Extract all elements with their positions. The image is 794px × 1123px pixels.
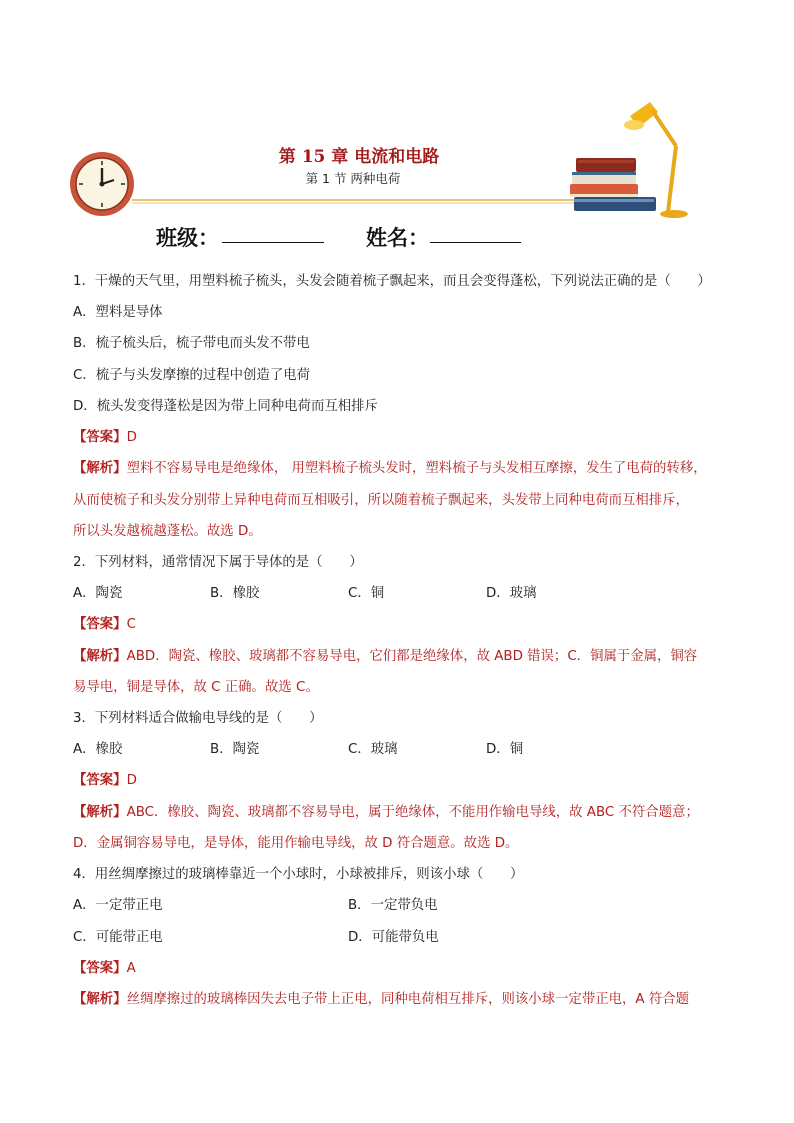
option: A．橡胶 [73, 742, 123, 757]
analysis-tag: 【解析】 [73, 649, 127, 664]
answer-tag: 【答案】 [73, 617, 127, 632]
name-blank[interactable] [430, 242, 521, 243]
answer-value: C [126, 617, 136, 632]
analysis-text: D．金属铜容易导电，是导体，能用作输电导线，故 D 符合题意。故选 D。 [73, 836, 519, 851]
option: B．陶瓷 [210, 742, 260, 757]
option: D．玻璃 [486, 586, 537, 601]
analysis-text: ABC．橡胶、陶瓷、玻璃都不容易导电，属于绝缘体，不能用作输电导线，故 ABC 不符合题意； [126, 805, 699, 820]
option: B．梳子梳头后，梳子带电而头发不带电 [73, 336, 310, 351]
answer-tag: 【答案】 [73, 430, 127, 445]
option: C．铜 [348, 586, 385, 601]
chapter-title: 第 15 章 电流和电路 [278, 147, 440, 167]
question-stem: 3．下列材料适合做输电导线的是（ ） [73, 711, 323, 726]
answer-line [73, 957, 136, 976]
analysis-line [73, 645, 697, 664]
answer-value: D [126, 773, 137, 788]
option: C．可能带正电 [73, 930, 163, 945]
answer-tag: 【答案】 [73, 773, 127, 788]
class-label: 班级： [156, 226, 219, 250]
answer-line [73, 769, 137, 788]
analysis-text: 所以头发越梳越蓬松。故选 D。 [73, 524, 262, 539]
option: D．可能带负电 [348, 930, 439, 945]
answer-line [73, 426, 137, 445]
option: A．陶瓷 [73, 586, 123, 601]
analysis-text: ABD．陶瓷、橡胶、玻璃都不容易导电，它们都是绝缘体，故 ABD 错误；C．铜属于金属，铜容 [126, 649, 698, 664]
analysis-tag: 【解析】 [73, 992, 127, 1007]
option: D．梳头发变得蓬松是因为带上同种电荷而互相排斥 [73, 399, 378, 414]
analysis-text: 塑料不容易导电是绝缘体， 用塑料梳子梳头发时，塑料梳子与头发相互摩擦，发生了电荷的转移， [126, 461, 707, 476]
analysis-line [73, 801, 699, 820]
header-divider [132, 198, 610, 204]
analysis-tag: 【解析】 [73, 461, 127, 476]
question-stem: 4．用丝绸摩擦过的玻璃棒靠近一个小球时，小球被排斥，则该小球（ ） [73, 867, 524, 882]
analysis-text: 从而使梳子和头发分别带上异种电荷而互相吸引，所以随着梳子飘起来，头发带上同种电荷而互相排斥， [73, 493, 689, 508]
question-stem: 2．下列材料，通常情况下属于导体的是（ ） [73, 555, 363, 570]
class-blank[interactable] [222, 242, 324, 243]
answer-line [73, 613, 136, 632]
analysis-line [73, 457, 707, 476]
option: C．玻璃 [348, 742, 398, 757]
question-stem: 1．干燥的天气里，用塑料梳子梳头，头发会随着梳子飘起来，而且会变得蓬松，下列说法正确的是（ ） [73, 274, 711, 289]
analysis-line [73, 988, 689, 1007]
section-title: 第 1 节 两种电荷 [305, 171, 401, 186]
option: B．一定带负电 [348, 898, 438, 913]
name-label: 姓名： [366, 226, 429, 250]
option: A．一定带正电 [73, 898, 163, 913]
option: B．橡胶 [210, 586, 260, 601]
option: D．铜 [486, 742, 524, 757]
option: C．梳子与头发摩擦的过程中创造了电荷 [73, 368, 310, 383]
analysis-text: 易导电，铜是导体，故 C 正确。故选 C。 [73, 680, 319, 695]
answer-value: D [126, 430, 137, 445]
answer-value: A [126, 961, 136, 976]
books-lamp-illustration [568, 98, 688, 220]
analysis-tag: 【解析】 [73, 805, 127, 820]
option: A．塑料是导体 [73, 305, 163, 320]
answer-tag: 【答案】 [73, 961, 127, 976]
analysis-text: 丝绸摩擦过的玻璃棒因失去电子带上正电，同种电荷相互排斥，则该小球一定带正电，A 符合题 [126, 992, 689, 1007]
